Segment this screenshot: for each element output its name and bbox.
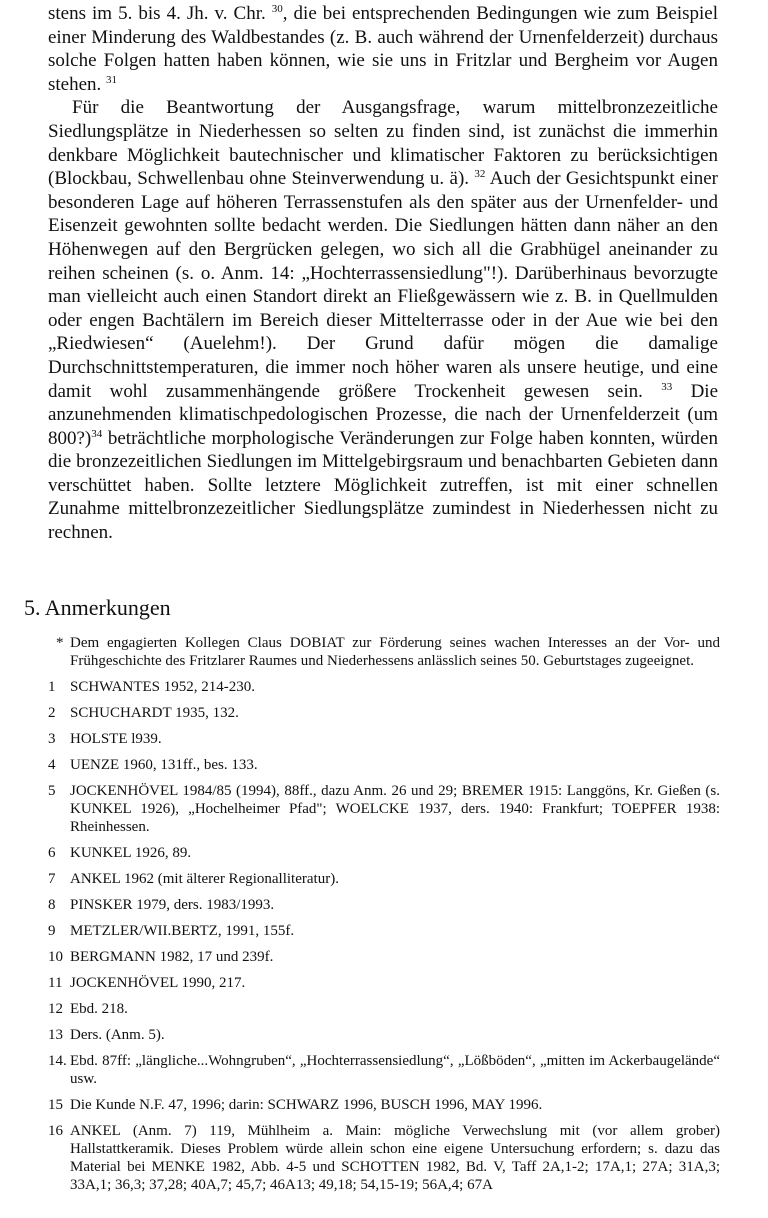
note-number: 9 (48, 923, 56, 939)
note-text: Ebd. 87ff: „längliche...Wohngruben“, „Hochterrassensiedlung“, „Lößböden“, „mitten im Ackerbaugelände“ usw. (70, 1053, 720, 1087)
note-text: Dem engagierten Kollegen Claus DOBIAT zur Förderung seines wachen Interesses an der Vor- und Frühgeschichte des Fritzlarer Raumes und Niederhessens anlässlich seines 50. Geburtstages zugeeignet. (70, 635, 720, 669)
note-item (48, 634, 720, 670)
note-item (48, 922, 720, 940)
note-text: METZLER/WII.BERTZ, 1991, 155f. (70, 923, 295, 939)
note-item (48, 1096, 720, 1114)
note-number: 3 (48, 731, 56, 747)
note-item (48, 704, 720, 722)
note-item (48, 948, 720, 966)
note-text: ANKEL (Anm. 7) 119, Mühlheim a. Main: mögliche Verwechslung mit (vor allem grober) Hallstattkeramik. Dieses Problem würde allein schon eine eigene Untersuchung erfordern; s. dazu das Material bei MENKE 1982, Abb. 4-5 und SCHOTTEN 1982, Bd. V, Taff 2A,1-2; 17A,1; 27A; 31A,3; 33A,1; 36,3; 37,28; 40A,7; 45,7; 46A13; 49,18; 54,15-19; 56A,4; 67A (70, 1123, 720, 1193)
note-item (48, 678, 720, 696)
note-number: 8 (48, 897, 56, 913)
note-text: Ebd. 218. (70, 1001, 128, 1017)
note-number: 10 (48, 949, 63, 965)
note-item (48, 870, 720, 888)
note-text: Die Kunde N.F. 47, 1996; darin: SCHWARZ 1996, BUSCH 1996, MAY 1996. (70, 1097, 543, 1113)
note-text: SCHWANTES 1952, 214-230. (70, 679, 256, 695)
note-item (48, 1000, 720, 1018)
note-number: 2 (48, 705, 56, 721)
note-item (48, 844, 720, 862)
footnote-ref-33: 33 (661, 380, 673, 393)
note-number: 11 (48, 975, 63, 991)
section-heading: 5. Anmerkungen (24, 595, 171, 620)
note-item (48, 1052, 720, 1088)
notes-list (48, 634, 720, 1202)
note-item (48, 782, 720, 836)
note-number: 12 (48, 1001, 63, 1017)
note-text: UENZE 1960, 131ff., bes. 133. (70, 757, 258, 773)
note-number: 5 (48, 783, 56, 799)
note-text: HOLSTE l939. (70, 731, 162, 747)
note-item (48, 1026, 720, 1044)
footnote-ref-32: 32 (474, 168, 486, 181)
note-number: 16 (48, 1123, 63, 1139)
note-item (48, 974, 720, 992)
note-number: 14. (48, 1053, 67, 1069)
note-number: 1 (48, 679, 56, 695)
body-text (48, 2, 718, 545)
note-text: KUNKEL 1926, 89. (70, 845, 192, 861)
note-item (48, 896, 720, 914)
note-text: JOCKENHÖVEL 1984/85 (1994), 88ff., dazu Anm. 26 und 29; BREMER 1915: Langgöns, Kr. Gießen (s. KUNKEL 1926), „Hochelheimer Pfad"; WOELCKE 1937, ders. 1940: Frankfurt; TOEPFER 1938: Rheinhessen. (70, 783, 720, 835)
note-number: 15 (48, 1097, 63, 1113)
note-item (48, 730, 720, 748)
note-text: SCHUCHARDT 1935, 132. (70, 705, 239, 721)
note-text: BERGMANN 1982, 17 und 239f. (70, 949, 274, 965)
note-number: 6 (48, 845, 56, 861)
footnote-ref-34: 34 (91, 427, 103, 440)
note-text: ANKEL 1962 (mit älterer Regionalliteratur). (70, 871, 339, 887)
note-number: 13 (48, 1027, 63, 1043)
note-number: * (56, 635, 64, 651)
note-number: 4 (48, 757, 56, 773)
paragraph-1: stens im 5. bis 4. Jh. v. Chr. $^{30}$, die bei entsprechenden Bedingungen wie zum Beispiel einer Minderung des Waldbestandes (z. B. auch während der Urnenfelderzeit) durchaus solche Folgen hatten haben können, wie sie uns in Fritzlar und Bergheim vor Augen stehen. $^{31}$ (48, 3, 719, 95)
note-item (48, 756, 720, 774)
note-text: JOCKENHÖVEL 1990, 217. (70, 975, 246, 991)
footnote-ref-31: 31 (106, 73, 118, 86)
footnote-ref-30: 30 (271, 3, 283, 15)
note-text: PINSKER 1979, ders. 1983/1993. (70, 897, 275, 913)
note-text: Ders. (Anm. 5). (70, 1027, 165, 1043)
note-item (48, 1122, 720, 1194)
note-number: 7 (48, 871, 56, 887)
paragraph-2: Für die Beantwortung der Ausgangsfrage, warum mittelbronzezeitliche Siedlungsplätze in Niederhessen so selten zu finden sind, ist zunächst die immerhin denkbare Möglichkeit bautechnischer und klimatischer Faktoren zu berücksichtigen (Blockbau, Schwellenbau ohne Steinverwendung u. ä). $^{32}$ Auch der Gesichtspunkt einer besonderen Lage auf höheren Terrassenstufen als den später aus der Urnenfelder- und Eisenzeit gewohnten sollte bedacht werden. Die Siedlungen hätten dann näher an den Höhenwegen auf den Bergrücken gelegen, wo sich all die Grabhügel aneinander zu reihen scheinen (s. o. Anm. 14: „Hochterrassensiedlung"!). Darüberhinaus bevorzugte man vielleicht auch einen Standort direkt an Fließgewässern wie z. B. in Quellmulden oder engen Bachtälern im Bereich dieser Mittelterrasse oder in der Aue wie bei den „Riedwiesen“ (Auelehm!). Der Grund dafür mögen die damalige Durchschnittstemperaturen, die immer noch höher waren als unsere heutige, und eine damit wohl zusammenhängende größere Trockenheit gewesen sein. $^{33}$ Die anzunehmenden klimatischpedologischen Prozesse, die nach der Urnenfelderzeit (um 800?)$^{34}$ beträchtliche morphologische Veränderungen zur Folge haben konnten, würden die bronzezeitlichen Siedlungen im Mittelgebirgsraum und benachbarten Gebieten dann verschüttet haben. Sollte letztere Möglichkeit zutreffen, ist mit einer schnellen Zunahme mittelbronzezeitlicher Siedlungsplätze zumindest in Niederhessen nicht zu rechnen. (48, 97, 719, 544)
